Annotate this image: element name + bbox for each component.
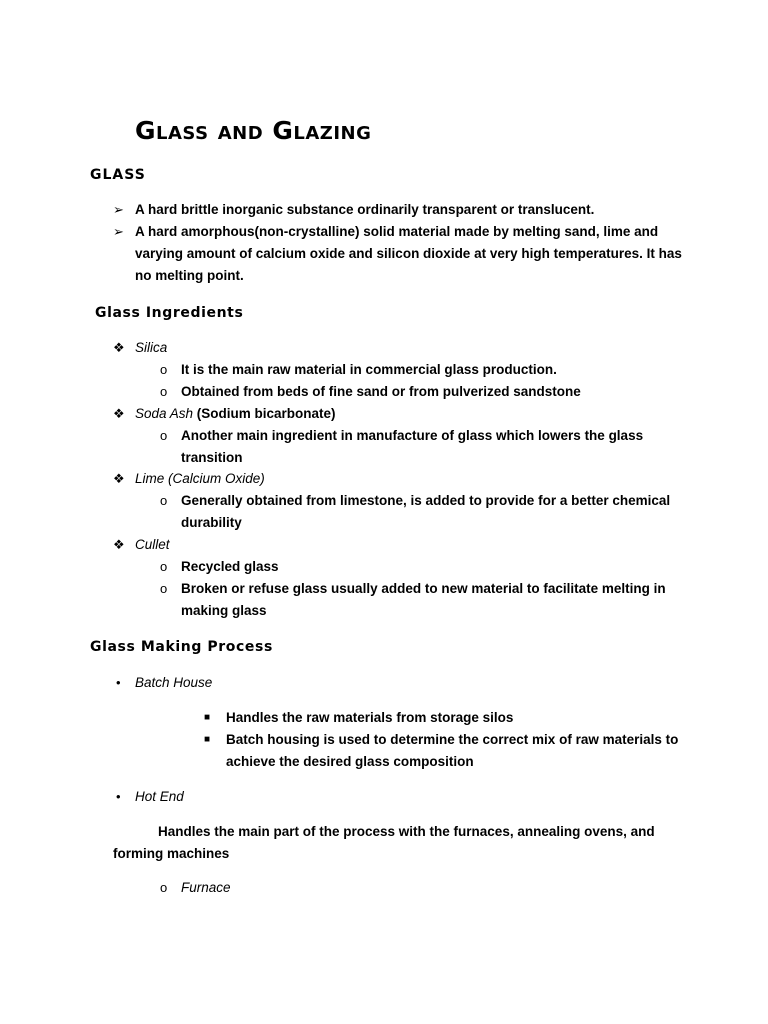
batch-item-1: Handles the raw materials from storage silos: [226, 710, 514, 725]
heading-glass-ingredients: Glass Ingredients: [95, 305, 244, 321]
square-bullet-icon: ■: [204, 734, 211, 745]
process-hot-end: Hot End: [135, 789, 184, 804]
square-bullet-icon: ■: [204, 712, 211, 723]
lime-item-line-2: durability: [181, 515, 242, 530]
ingredient-lime: Lime (Calcium Oxide): [135, 471, 265, 486]
heading-glass: GLASS: [90, 167, 146, 183]
batch-item-2-line-1: Batch housing is used to determine the correct mix of raw materials to: [226, 732, 679, 747]
hot-end-para-line-2: forming machines: [113, 846, 230, 861]
soda-item-line-2: transition: [181, 450, 243, 465]
circle-bullet-icon: o: [160, 493, 168, 508]
cullet-item-1: Recycled glass: [181, 559, 279, 574]
circle-bullet-icon: o: [160, 362, 168, 377]
glass-bullet-1: A hard brittle inorganic substance ordinarily transparent or translucent.: [135, 202, 595, 217]
cullet-item-2-line-1: Broken or refuse glass usually added to new material to facilitate melting in: [181, 581, 666, 596]
circle-bullet-icon: o: [160, 880, 168, 895]
dot-bullet-icon: •: [116, 675, 121, 690]
batch-item-2-line-2: achieve the desired glass composition: [226, 754, 474, 769]
diamond-bullet-icon: ❖: [113, 406, 125, 421]
circle-bullet-icon: o: [160, 428, 168, 443]
ingredient-cullet: Cullet: [135, 537, 170, 552]
soda-item-line-1: Another main ingredient in manufacture of glass which lowers the glass: [181, 428, 644, 443]
document-title: Glass and Glazing: [135, 116, 372, 145]
circle-bullet-icon: o: [160, 581, 168, 596]
soda-ash-label: Soda Ash: [135, 406, 194, 421]
ingredient-soda-ash: [135, 403, 336, 425]
diamond-bullet-icon: ❖: [113, 537, 125, 552]
glass-bullet-2-line-2: varying amount of calcium oxide and silicon dioxide at very high temperatures. It has: [135, 246, 682, 261]
process-batch-house: Batch House: [135, 675, 213, 690]
circle-bullet-icon: o: [160, 559, 168, 574]
arrow-bullet-icon: ➢: [113, 224, 124, 239]
circle-bullet-icon: o: [160, 384, 168, 399]
dot-bullet-icon: •: [116, 789, 121, 804]
glass-bullet-2-line-1: A hard amorphous(non-crystalline) solid material made by melting sand, lime and: [135, 224, 659, 239]
hot-end-para-line-1: Handles the main part of the process with the furnaces, annealing ovens, and: [158, 824, 655, 839]
arrow-bullet-icon: ➢: [113, 202, 124, 217]
diamond-bullet-icon: ❖: [113, 471, 125, 486]
diamond-bullet-icon: ❖: [113, 340, 125, 355]
glass-bullet-2-line-3: no melting point.: [135, 268, 244, 283]
hot-end-furnace: Furnace: [181, 880, 231, 895]
soda-ash-note: (Sodium bicarbonate): [193, 406, 336, 421]
cullet-item-2-line-2: making glass: [181, 603, 267, 618]
heading-glass-making-process: Glass Making Process: [90, 639, 273, 655]
ingredient-silica: Silica: [135, 340, 168, 355]
silica-item-1: It is the main raw material in commercial glass production.: [181, 362, 557, 377]
lime-item-line-1: Generally obtained from limestone, is added to provide for a better chemical: [181, 493, 671, 508]
silica-item-2: Obtained from beds of fine sand or from pulverized sandstone: [181, 384, 581, 399]
